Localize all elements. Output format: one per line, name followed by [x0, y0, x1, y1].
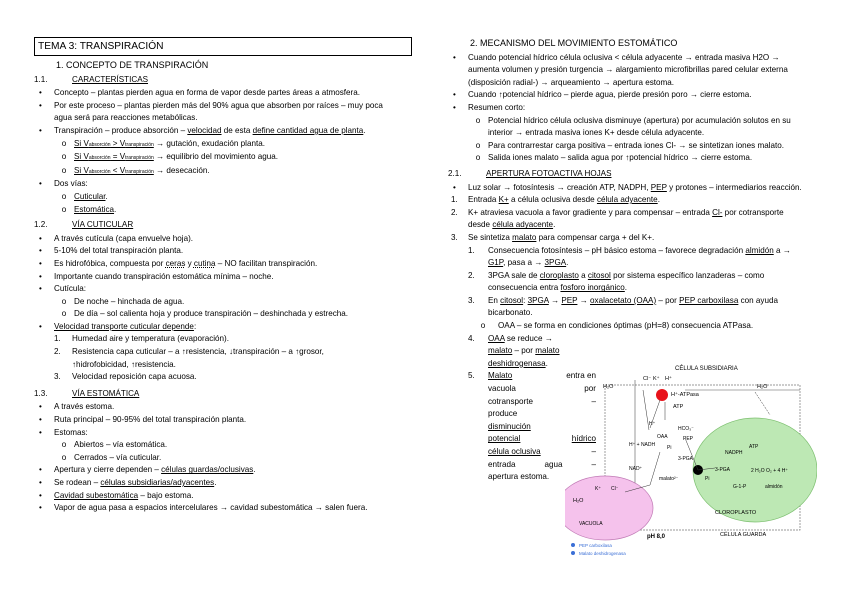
svg-text:H⁺: H⁺: [649, 421, 656, 427]
list-item: • Ruta principal – 90-95% del total transpiración planta.: [39, 415, 247, 425]
list-item: • Resumen corto:: [453, 102, 526, 112]
list-item: • 5-10% del total transpiración planta.: [39, 246, 184, 256]
list-item: o Si Vabsorción < Vtranspiración → desecación.: [61, 165, 210, 175]
svg-text:Cl⁻: Cl⁻: [643, 376, 652, 382]
svg-text:NADPH: NADPH: [725, 450, 743, 456]
svg-text:malato²⁻: malato²⁻: [659, 476, 679, 482]
list-item: • Luz solar → fotosíntesis → creación ATP, NADPH, PEP y protones – intermediarios reacción.: [453, 182, 802, 192]
list-item: o Abiertos – vía estomática.: [61, 440, 168, 450]
svg-text:VACUOLA: VACUOLA: [579, 521, 603, 527]
numbered-item: 2. Resistencia capa cuticular – a ↑resistencia, ↓transpiración – a ↑grosor,: [54, 347, 324, 357]
diagram-title: CÉLULA SUBSIDIARIA: [675, 366, 738, 372]
list-item: • Cuando ↑potencial hídrico – pierde agua, pierde presión poro → cierre estoma.: [453, 90, 752, 100]
numbered-item: 4. OAA se reduce →: [468, 333, 553, 343]
list-item: • A través cutícula (capa envuelve hoja).: [39, 233, 194, 243]
numbered-item: 1. Consecuencia fotosíntesis – pH básico estoma – favorece degradación almidón a →: [468, 245, 791, 255]
svg-text:2 H₂O O₂ + 4 H⁺: 2 H₂O O₂ + 4 H⁺: [751, 468, 788, 474]
legend-malato-marker: [571, 551, 575, 555]
svg-text:H₂O: H₂O: [573, 498, 584, 504]
list-item: o De noche – hinchada de agua.: [61, 296, 185, 306]
list-item: • Cavidad subestomática – bajo estoma.: [39, 490, 194, 500]
subheading-apertura: 2.1. APERTURA FOTOACTIVA HOJAS: [448, 168, 612, 178]
list-item: • Vapor de agua pasa a espacios intercelulares → cavidad subestomática → salen fuera.: [39, 503, 368, 513]
page-title: TEMA 3: TRANSPIRACIÓN: [34, 37, 412, 56]
numbered-item: 5. Malato entra en: [468, 371, 596, 381]
subheading-caracteristicas: 1.1. CARACTERÍSTICAS: [34, 74, 149, 84]
svg-text:H₂O: H₂O: [757, 384, 768, 390]
svg-text:CÉLULA GUARDA: CÉLULA GUARDA: [720, 532, 767, 538]
svg-text:H₂O: H₂O: [603, 384, 614, 390]
list-item: o Estomática.: [61, 204, 117, 214]
svg-text:pH 8,0: pH 8,0: [647, 534, 666, 540]
svg-text:ATP: ATP: [673, 404, 684, 410]
svg-text:Cl⁻: Cl⁻: [611, 486, 619, 492]
svg-text:PEP carboxilasa: PEP carboxilasa: [579, 543, 612, 548]
section-heading-concepto: 1. CONCEPTO DE TRANSPIRACIÓN: [56, 60, 209, 70]
svg-text:Malato deshidrogenasa: Malato deshidrogenasa: [579, 551, 626, 556]
svg-text:ATP: ATP: [749, 444, 759, 450]
svg-text:H⁺ + NADH: H⁺ + NADH: [629, 442, 656, 448]
list-item: • Transpiración – produce absorción – velocidad de esta define cantidad agua de planta.: [39, 125, 366, 135]
right-column: 2. MECANISMO DEL MOVIMIENTO ESTOMÁTICO • Cuando potencial hídrico célula oclusiva < célula adyacente → entrada masiva H2O → aumenta volumen y presión turgencia → alargamiento microfibrillas pared celular externa (disposición radial-) → arqueamiento → apertura estoma. • Cuando ↑potencial hídrico – pierde agua, pierde presión poro → cierre estoma. • Resumen corto: o Potencial hídrico célula oclusiva disminuye (apertura) por acumulación solutos en su interior → entrada masiva iones K+ desde célula adyacente. o Para contrarrestar carga positiva – entrada iones Cl- → se sintetizan iones malato. o Salida iones malato – salida agua por ↑potencial hídrico → cierre estoma. 2.1. APERTURA FOTOACTIVA HOJAS • Luz solar → fotosíntesis → creación ATP, NADPH, PEP y protones – intermediarios reacción. 1. Entrada K+ a célula oclusiva desde célula adyacente. 2. K+ atraviesa vacuola a favor gradiente y para compensar – entrada Cl- por cotransporte desde célula adyacente. 3. Se sintetiza malato para compensar carga + del K+. 1. Consecuencia fotosíntesis – pH básico estoma – favorece degradación almidón a → G1P, pasa a → 3PGA. 2. 3PGA sale de cloroplasto a citosol por sistema específico lanzaderas – como consecuencia entra fosforo inorgánico. 3. En citosol: 3PGA → PEP → oxalacetato (OAA) – por PEP carboxilasa con ayuda bicarbonato. o OAA – se forma en condiciones óptimas (pH=8) consecuencia ATPasa. 4. OAA se reduce → malato – por malato deshidrogenasa. 5. Malato entra en vacuola por cotransporte – produce disminución potencial hídrico célula oclusiva – entrada agua – apertura estoma.: [448, 37, 818, 484]
subheading-via-cuticular: 1.2. VÍA CUTICULAR: [34, 220, 134, 230]
list-item: • Importante cuando transpiración estomática mínima – noche.: [39, 271, 274, 281]
svg-text:almidón: almidón: [765, 484, 783, 490]
legend-pep-marker: [571, 543, 575, 547]
numbered-item: 3. En citosol: 3PGA → PEP → oxalacetato (OAA) – por PEP carboxilasa con ayuda: [468, 295, 778, 305]
list-item: o Cuticular.: [61, 191, 108, 201]
list-item: o Si Vabsorción = Vtranspiración → equilibrio del movimiento agua.: [61, 152, 278, 162]
subheading-via-estomatica: 1.3. VÍA ESTOMÁTICA: [34, 388, 140, 398]
svg-text:OAA: OAA: [657, 434, 668, 440]
list-item: • Concepto – plantas pierden agua en forma de vapor desde partes áreas a atmosfera.: [39, 88, 360, 98]
list-item: o De día – sol calienta hoja y produce transpiración – deshinchada y estrecha.: [61, 309, 349, 319]
numbered-item: 2. K+ atraviesa vacuola a favor gradiente y para compensar – entrada Cl- por cotransporte: [451, 207, 784, 217]
svg-text:NAD⁺: NAD⁺: [629, 466, 643, 472]
numbered-item: 1. Entrada K+ a célula oclusiva desde célula adyacente.: [451, 195, 660, 205]
list-item: • Cutícula:: [39, 284, 86, 294]
section-heading-mecanismo: 2. MECANISMO DEL MOVIMIENTO ESTOMÁTICO: [470, 38, 678, 48]
numbered-item: 1. Humedad aire y temperatura (evaporación).: [54, 334, 230, 344]
svg-text:3-PGA: 3-PGA: [678, 456, 694, 462]
list-item: o Potencial hídrico célula oclusiva disminuye (apertura) por acumulación solutos en su: [475, 115, 791, 125]
svg-text:HCO₃⁻: HCO₃⁻: [678, 426, 694, 432]
svg-text:K⁺: K⁺: [595, 486, 601, 492]
h-atpase-marker: [656, 389, 668, 401]
svg-text:3-PGA: 3-PGA: [715, 467, 731, 473]
svg-text:Pi: Pi: [667, 445, 672, 451]
list-item: • Por este proceso – plantas pierden más del 90% agua que absorben por raíces – muy poca: [39, 100, 383, 110]
list-item: • Cuando potencial hídrico célula oclusiva < célula adyacente → entrada masiva H2O →: [453, 52, 780, 62]
list-item: o OAA – se forma en condiciones óptimas (pH=8) consecuencia ATPasa.: [480, 321, 754, 331]
list-item: o Salida iones malato – salida agua por ↑potencial hídrico → cierre estoma.: [475, 153, 753, 163]
list-item: • Se rodean – células subsidiarias/adyacentes.: [39, 478, 217, 487]
svg-text:G-1-P: G-1-P: [733, 484, 747, 490]
list-item: • Estomas:: [39, 427, 88, 437]
list-item: • A través estoma.: [39, 402, 115, 412]
list-item: • Apertura y cierre dependen – células guardas/oclusivas.: [39, 465, 256, 475]
numbered-item: 3. Se sintetiza malato para compensar carga + del K+.: [451, 232, 655, 242]
list-item: • Velocidad transporte cuticular depende:: [39, 321, 197, 331]
svg-text:PEP: PEP: [683, 436, 694, 442]
numbered-item: 3. Velocidad reposición capa acuosa.: [54, 372, 197, 382]
stomata-opening-diagram: [565, 360, 817, 560]
list-item: o Para contrarrestar carga positiva – entrada iones Cl- → se sintetizan iones malato.: [475, 140, 785, 150]
list-item: o Si Vabsorción > Vtranspiración → gutación, exudación planta.: [61, 138, 265, 148]
svg-text:H⁺-ATPasa: H⁺-ATPasa: [671, 392, 699, 398]
list-item: o Cerrados – vía cuticular.: [61, 452, 162, 462]
svg-text:H⁺: H⁺: [665, 376, 672, 382]
numbered-item: 2. 3PGA sale de cloroplasto a citosol por sistema específico lanzaderas – como: [468, 270, 765, 280]
svg-text:K⁺: K⁺: [653, 376, 660, 382]
svg-text:CLOROPLASTO: CLOROPLASTO: [715, 510, 757, 516]
svg-text:Pi: Pi: [705, 476, 710, 482]
list-item: • Dos vías:: [39, 179, 88, 189]
list-item: • Es hidrofóbica, compuesta por ceras y cutina – NO facilitan transpiración.: [39, 258, 318, 268]
left-column: TEMA 3: TRANSPIRACIÓN 1. CONCEPTO DE TRANSPIRACIÓN 1.1. CARACTERÍSTICAS • Concepto – plantas pierden agua en forma de vapor desde partes áreas a atmosfera. • Por este proceso – plantas pierden más del 90% agua que absorben por raíces – muy poca agua será para reacciones metabólicas. • Transpiración – produce absorción – velocidad de esta define cantidad agua de planta. o Si Vabsorción > Vtranspiración → gutación, exudación planta. o Si Vabsorción = Vtranspiración → equilibrio del movimiento agua. o Si Vabsorción < Vtranspiración → desecación. • Dos vías: o Cuticular. o Estomática. 1.2. VÍA CUTICULAR • A través cutícula (capa envuelve hoja). • 5-10% del total transpiración planta. • Es hidrofóbica, compuesta por ceras y cutina – NO facilitan transpiración. • Importante cuando transpiración estomática mínima – noche. • Cutícula: o De noche – hinchada de agua. o De día – sol calienta hoja y produce transpiración – deshinchada y estrecha. • Velocidad transporte cuticular depende: 1. Humedad aire y temperatura (evaporación). 2. Resistencia capa cuticular – a ↑resistencia, ↓transpiración – a ↑grosor, ↑hidrofobicidad, ↑resistencia. 3. Velocidad reposición capa acuosa. 1.3. VÍA ESTOMÁTICA • A través estoma. • Ruta principal – 90-95% del total transpiración planta. • Estomas: o Abiertos – vía estomática. o Cerrados – vía cuticular. • Apertura y cierre dependen – células guardas/oclusivas. • Se rodean – células subsidiarias/adyacentes. • Cavidad subestomática – bajo estoma. • Vapor de agua pasa a espacios intercelulares → cavidad subestomática → salen fuera.: [34, 37, 412, 515]
vacuole: [565, 476, 653, 540]
